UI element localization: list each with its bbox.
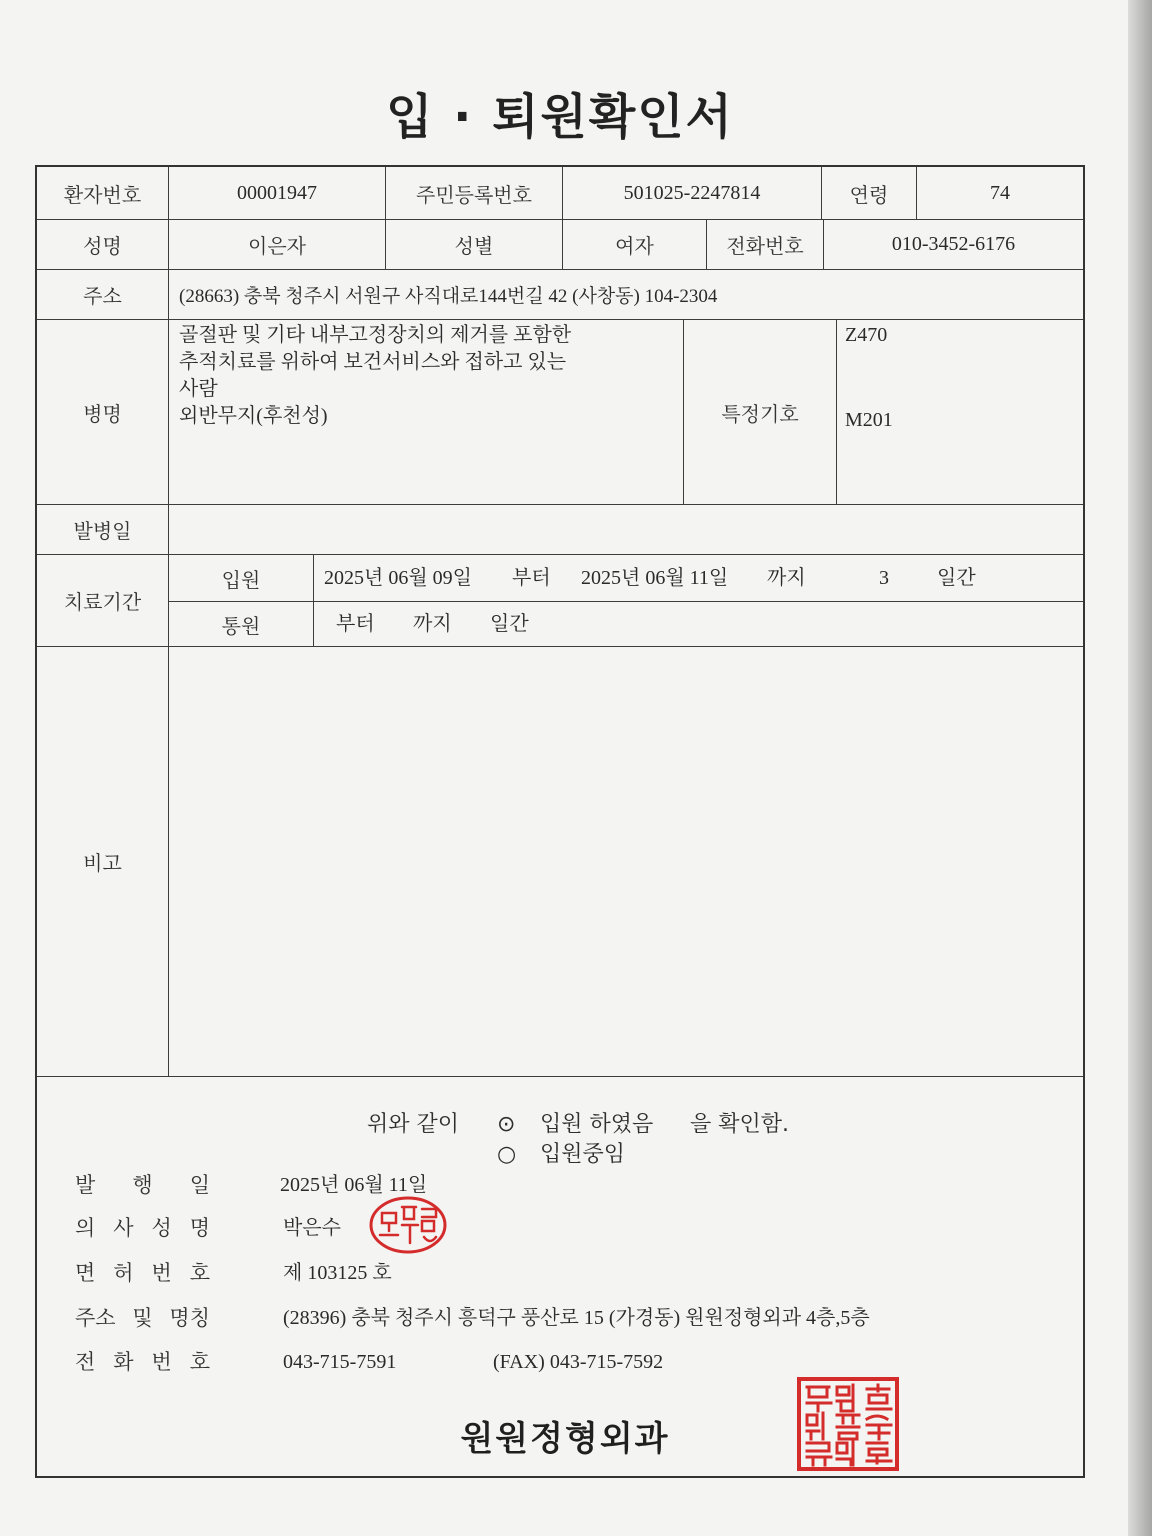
sex-value: 여자 — [563, 220, 707, 270]
remarks-label: 비고 — [37, 647, 169, 1077]
license-number-label: 면 허 번 호 — [75, 1261, 210, 1285]
option-unselected-mark: ○ — [497, 1142, 517, 1167]
document-title: 입 · 퇴원확인서 — [386, 89, 734, 145]
background-edge — [1128, 0, 1152, 1536]
onset-date-value — [169, 505, 1083, 555]
diagnosis-text — [169, 320, 684, 505]
inpatient-label: 입원 — [169, 555, 314, 602]
outpatient-days-unit: 일간 — [490, 613, 529, 635]
inpatient-from: 부터 — [512, 567, 551, 589]
license-number-value: 제 103125 호 — [283, 1262, 392, 1284]
diagnosis-line: 추적치료를 위하여 보건서비스와 접하고 있는 — [179, 351, 567, 373]
phone-label: 전화번호 — [707, 220, 824, 270]
certification-suffix: 을 확인함. — [690, 1112, 789, 1137]
inpatient-period — [314, 555, 1083, 602]
hospital-address-label: 주소 및 명칭 — [75, 1306, 210, 1330]
hospital-phone-value: 043-715-7591 — [283, 1351, 397, 1373]
issue-date-label: 발 행 일 — [75, 1173, 210, 1197]
age-value: 74 — [917, 167, 1083, 220]
age-label: 연령 — [822, 167, 917, 220]
option-admitted-text: 입원 하였음 — [540, 1112, 654, 1137]
phone-value: 010-3452-6176 — [824, 220, 1083, 270]
hospital-name: 원원정형외과 — [460, 1419, 670, 1459]
address-label: 주소 — [37, 270, 169, 320]
address-value: (28663) 충북 청주시 서원구 사직대로144번길 42 (사창동) 104-2304 — [169, 270, 1083, 320]
diagnosis-code: Z470 — [845, 324, 888, 346]
patient-id-label: 환자번호 — [37, 167, 169, 220]
hospital-fax-value: (FAX) 043-715-7592 — [493, 1351, 664, 1373]
doctor-name-label: 의 사 성 명 — [75, 1216, 210, 1240]
remarks-value — [169, 647, 1083, 1077]
diagnosis-label: 병명 — [37, 320, 169, 505]
resident-number-label: 주민등록번호 — [386, 167, 563, 220]
outpatient-period — [314, 602, 1083, 647]
inpatient-end-date: 2025년 06월 11일 — [581, 567, 729, 589]
special-code-cell — [837, 320, 1083, 505]
resident-number-value: 501025-2247814 — [563, 167, 822, 220]
outpatient-to: 까지 — [413, 613, 452, 635]
hospital-address-value: (28396) 충북 청주시 흥덕구 풍산로 15 (가경동) 원원정형외과 4층,5층 — [283, 1307, 870, 1329]
inpatient-start-date: 2025년 06월 09일 — [324, 567, 472, 589]
diagnosis-line: 골절판 및 기타 내부고정장치의 제거를 포함한 — [179, 324, 572, 346]
name-label: 성명 — [37, 220, 169, 270]
option-inpatient-text: 입원중임 — [540, 1142, 626, 1167]
confirmation-form — [35, 165, 1085, 1478]
inpatient-to: 까지 — [767, 567, 806, 589]
sex-label: 성별 — [386, 220, 563, 270]
option-selected-mark: ⊙ — [497, 1112, 516, 1137]
special-code-label: 특정기호 — [684, 320, 837, 505]
patient-id-value: 00001947 — [169, 167, 386, 220]
issue-date-value: 2025년 06월 11일 — [280, 1174, 428, 1196]
hospital-phone-label: 전 화 번 호 — [75, 1350, 210, 1374]
treatment-period-label: 치료기간 — [37, 555, 169, 647]
diagnosis-line: 사람 — [179, 378, 218, 400]
diagnosis-line: 외반무지(후천성) — [179, 405, 328, 427]
doctor-round-seal — [368, 1195, 448, 1262]
doctor-name-value: 박은수 — [283, 1217, 341, 1239]
onset-date-label: 발병일 — [37, 505, 169, 555]
outpatient-label: 통원 — [169, 602, 314, 647]
outpatient-from: 부터 — [336, 613, 375, 635]
inpatient-days: 3 — [879, 567, 889, 589]
diagnosis-code: M201 — [845, 409, 893, 431]
name-value: 이은자 — [169, 220, 386, 270]
inpatient-days-unit: 일간 — [937, 567, 976, 589]
hospital-square-seal — [797, 1377, 899, 1478]
certification-prefix: 위와 같이 — [367, 1112, 460, 1137]
